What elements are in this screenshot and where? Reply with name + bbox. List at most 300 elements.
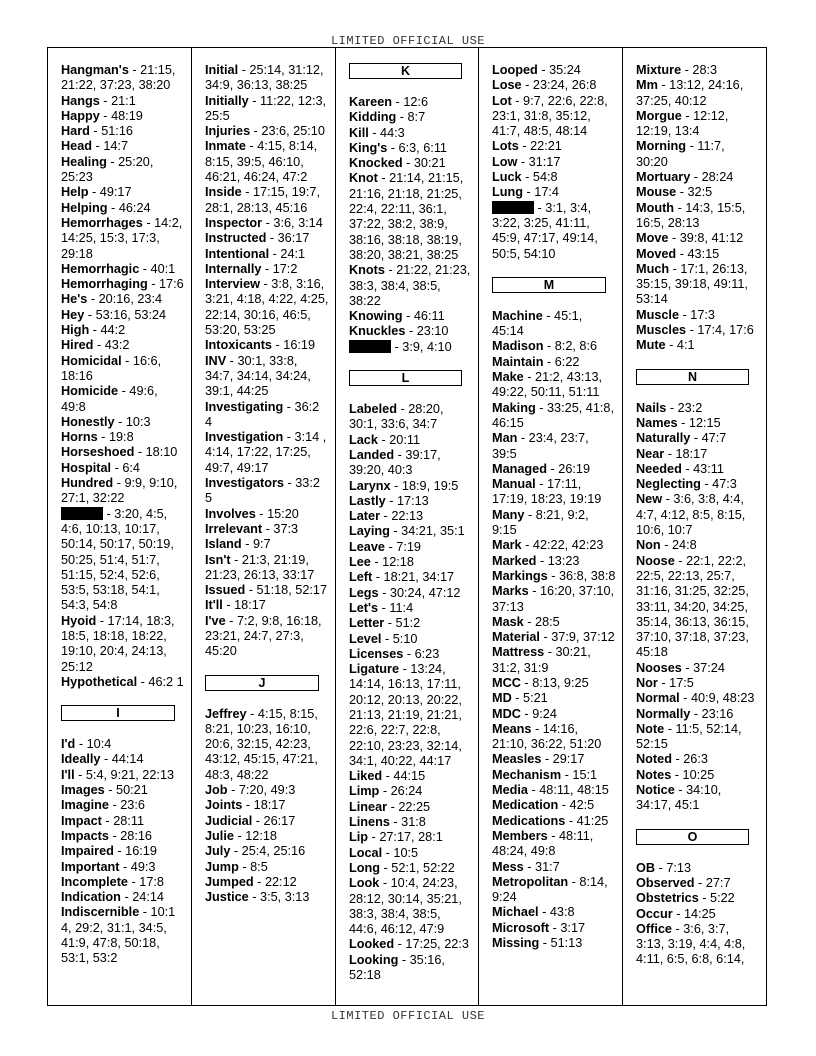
index-entry [205, 277, 329, 338]
index-term: Kidding [349, 110, 397, 125]
index-entry [636, 201, 759, 232]
term-separator: - [671, 752, 684, 767]
classification-banner-bottom: LIMITED OFFICIAL USE [330, 1009, 486, 1023]
index-entry [349, 156, 472, 171]
index-entry [61, 155, 185, 186]
index-term: Indiscernible [61, 905, 140, 920]
page-line-references: 3:1, 3:4, 3:22, 3:25, 41:11, 45:9, 47:17, 49:14, 50:5, 54:10 [492, 200, 598, 261]
term-separator: - [671, 767, 683, 782]
index-term: Knots [349, 263, 385, 278]
index-entry [61, 890, 185, 905]
page-line-references: 4:15, 8:15, 8:21, 10:23, 16:10, 20:6, 32:15, 42:23, 43:12, 45:15, 47:21, 48:3, 48:22 [205, 706, 318, 782]
page-line-references: 51:18, 52:17 [256, 583, 328, 598]
index-term: Media [492, 783, 528, 798]
page-line-references: 47:3 [712, 477, 737, 492]
page-line-references: 45:1, 45:14 [492, 308, 583, 339]
index-term: Low [492, 154, 518, 169]
index-entry [205, 598, 329, 613]
index-entry [636, 492, 759, 538]
page-line-references: 9:7, 22:6, 22:8, 23:1, 31:8, 35:12, 41:7, 48:5, 48:14 [492, 93, 608, 139]
index-term: Mm [636, 78, 658, 93]
term-separator: - [517, 154, 529, 169]
index-term: Hangman's [61, 63, 129, 77]
index-entry [492, 707, 616, 722]
index-term: Noose [636, 553, 675, 568]
page-line-references: 11:7, 30:20 [636, 139, 725, 169]
index-term: Hemorrhagic [61, 261, 140, 276]
index-term: Local [349, 845, 383, 860]
term-separator: - [665, 338, 677, 353]
page-line-references: 14:7 [103, 139, 129, 154]
index-term: Instructed [205, 231, 267, 246]
term-separator: - [283, 430, 295, 445]
term-separator: - [225, 613, 237, 628]
index-term: Mess [492, 859, 524, 874]
term-separator: - [97, 430, 109, 445]
index-entry [492, 768, 616, 783]
term-separator: - [382, 769, 394, 784]
index-term: Mouth [636, 200, 675, 215]
term-separator: - [113, 844, 126, 859]
index-term: Leave [349, 539, 385, 554]
index-term: Manual [492, 477, 536, 492]
term-separator: - [96, 613, 108, 628]
term-separator: - [394, 447, 406, 462]
page-line-references: 51:13 [550, 936, 583, 951]
page-line-references: 4:1 [676, 338, 695, 353]
page-line-references: 43:15 [687, 246, 720, 261]
page-line-references: 17:4, 17:6 [697, 323, 754, 338]
index-term: Help [61, 185, 89, 200]
term-separator: - [690, 170, 702, 185]
page-line-references: 31:17 [528, 154, 561, 169]
term-separator: - [139, 261, 151, 276]
page-line-references: 17:25, 22:3 [405, 937, 469, 952]
index-entry [61, 63, 185, 94]
index-entry [349, 662, 472, 769]
page-line-references: 37:3 [273, 521, 299, 536]
index-entry [61, 277, 185, 292]
page-line-references: 8:13, 9:25 [532, 675, 589, 690]
index-entry [636, 338, 759, 353]
page-line-references: 17:2 [272, 261, 298, 276]
index-entry [349, 647, 472, 662]
index-entry [205, 231, 329, 246]
term-separator: - [262, 215, 274, 230]
index-entry [349, 861, 472, 876]
index-term: Mattress [492, 645, 545, 660]
index-entry [205, 814, 329, 829]
page-line-references: 34:10, 34:17, 45:1 [636, 783, 722, 813]
page-line-references: 26:24 [390, 784, 423, 799]
term-separator: - [107, 200, 119, 215]
term-separator: - [248, 890, 261, 905]
term-separator: - [260, 277, 272, 292]
index-term: Injuries [205, 124, 251, 139]
index-term: Inside [205, 185, 242, 200]
term-separator: - [101, 813, 114, 828]
index-term: Nor [636, 675, 658, 690]
index-term: Normally [636, 706, 691, 721]
page-line-references: 28:24 [701, 170, 734, 185]
index-term: Marked [492, 553, 537, 568]
index-entry [492, 798, 616, 813]
page-line-references: 48:19 [111, 108, 143, 123]
page-line-references: 23:16 [701, 706, 734, 721]
index-entry [61, 814, 185, 829]
index-entry [492, 370, 616, 401]
index-term: Needed [636, 461, 682, 476]
term-separator: - [113, 476, 125, 491]
term-separator: - [89, 323, 101, 338]
index-entry [61, 292, 185, 307]
index-entry [492, 936, 616, 951]
term-separator: - [114, 414, 126, 429]
term-separator: - [677, 415, 689, 430]
term-separator: - [664, 446, 676, 461]
page-line-references: 51:2 [395, 616, 421, 631]
term-separator: - [246, 706, 258, 721]
page-line-references: 37:24 [693, 660, 725, 675]
index-entry [61, 507, 185, 614]
term-separator: - [520, 706, 533, 721]
term-separator: - [379, 784, 391, 799]
page-line-references: 17:4 [534, 185, 559, 200]
term-separator: - [230, 552, 242, 567]
term-separator: - [662, 492, 674, 507]
index-entry [492, 875, 616, 906]
term-separator: - [380, 860, 392, 875]
page-line-references: 23:6, 25:10 [261, 124, 325, 139]
index-entry [205, 476, 329, 507]
index-term: Much [636, 261, 670, 276]
term-separator: - [238, 859, 251, 874]
index-term: Initial [205, 63, 239, 77]
term-separator: - [118, 384, 130, 399]
index-term: Happy [61, 108, 100, 123]
index-term: Many [492, 507, 525, 522]
page-line-references: 20:11 [389, 432, 421, 447]
index-term: He's [61, 292, 88, 307]
term-separator: - [668, 231, 680, 246]
index-term: Measles [492, 752, 542, 767]
index-term: Long [349, 860, 381, 875]
index-entry [492, 676, 616, 691]
index-term: Impaired [61, 844, 114, 859]
index-entry [205, 553, 329, 584]
index-term: Naturally [636, 431, 691, 446]
index-entry [205, 94, 329, 125]
index-term: Involves [205, 506, 256, 521]
index-entry [492, 185, 616, 200]
term-separator: - [536, 553, 548, 568]
index-entry [492, 63, 616, 78]
page-line-references: 17:15, 19:7, 28:1, 28:13, 45:16 [205, 185, 320, 215]
page-line-references: 9:7 [252, 537, 271, 552]
index-entry [492, 170, 616, 185]
page-line-references: 3:6, 3:14 [273, 215, 323, 230]
page-line-references: 26:19 [558, 461, 591, 476]
index-term: Hyoid [61, 613, 97, 628]
page-line-references: 10:25 [682, 767, 715, 782]
term-separator: - [403, 646, 415, 661]
term-separator: - [253, 874, 265, 889]
index-entry [636, 416, 759, 431]
term-separator: - [381, 631, 393, 646]
term-separator: - [679, 691, 691, 706]
index-term: Head [61, 139, 93, 154]
term-separator: - [230, 844, 242, 859]
index-entry [492, 94, 616, 140]
index-term: Impacts [61, 828, 109, 843]
index-term: Let's [349, 600, 379, 615]
term-separator: - [391, 339, 403, 354]
page-line-references: 17:6 [159, 277, 184, 292]
page-line-references: 33:2 5 [205, 476, 320, 506]
index-column-5 [623, 48, 765, 1005]
index-entry [492, 615, 616, 630]
page-line-references: 49:6, 49:8 [61, 384, 158, 414]
index-term: Julie [205, 828, 234, 843]
index-term: Metropolitan [492, 874, 569, 889]
index-entry [61, 216, 185, 262]
index-term: Honestly [61, 414, 115, 429]
index-term: It'll [205, 598, 223, 613]
term-separator: - [139, 905, 151, 920]
term-separator: - [542, 308, 555, 323]
page-line-references: 10:4 [86, 737, 112, 752]
term-separator: - [521, 538, 533, 553]
term-separator: - [561, 767, 573, 782]
index-entry [636, 768, 759, 783]
index-entry [349, 632, 472, 647]
term-separator: - [245, 583, 257, 598]
index-term: Man [492, 431, 518, 446]
index-column-4 [479, 48, 623, 1005]
index-term: Mechanism [492, 767, 562, 782]
index-term: Lastly [349, 493, 386, 508]
term-separator: - [671, 921, 684, 936]
index-entry [349, 953, 472, 984]
page-line-references: 11:5, 52:14, 52:15 [636, 721, 742, 752]
term-separator: - [283, 399, 295, 414]
index-term: Mask [492, 614, 524, 629]
page-line-references: 48:11, 48:15 [539, 783, 609, 798]
index-entry [61, 445, 185, 460]
page-line-references: 14:25 [683, 906, 716, 921]
index-entry [636, 691, 759, 706]
term-separator: - [674, 553, 687, 568]
index-term: Hangs [61, 93, 100, 108]
index-entry [61, 875, 185, 890]
index-entry [349, 141, 472, 156]
index-entry [205, 798, 329, 813]
index-term: I've [205, 613, 226, 628]
page-line-references: 21:14, 21:15, 21:16, 21:18, 21:25, 22:4, 22:11, 36:1, 37:22, 38:2, 38:9, 38:16, 38:18, 38:19, 38:20, 38:21, 38:25 [349, 171, 464, 262]
term-separator: - [523, 614, 536, 629]
index-entry [349, 95, 472, 110]
page-line-references: 23:6 [120, 798, 145, 813]
term-separator: - [520, 675, 533, 690]
index-term: Issued [205, 583, 246, 598]
page-line-references: 52:1, 52:22 [391, 860, 455, 875]
term-separator: - [681, 108, 694, 123]
page-line-references: 9:24 [532, 706, 557, 721]
term-separator: - [565, 813, 577, 828]
term-separator: - [382, 845, 394, 860]
index-term: Later [349, 509, 381, 524]
index-term: Imagine [61, 798, 109, 813]
term-separator: - [372, 570, 384, 585]
page-line-references: 21:15, 21:22, 37:23, 38:20 [61, 63, 176, 93]
term-separator: - [380, 509, 392, 524]
term-separator: - [521, 170, 533, 185]
page-line-references: 31:8 [401, 815, 426, 830]
index-term: Mixture [636, 63, 682, 77]
index-term: Medications [492, 813, 566, 828]
page-line-references: 23:10 [416, 324, 449, 339]
index-entry [349, 555, 472, 570]
index-term: Linens [349, 815, 390, 830]
page-line-references: 21:3, 21:19, 21:23, 26:13, 33:17 [205, 552, 315, 582]
index-entry [636, 401, 759, 416]
index-entry [636, 752, 759, 767]
term-separator: - [686, 323, 698, 338]
term-separator: - [100, 752, 112, 767]
section-letter-header: J [205, 675, 319, 691]
term-separator: - [402, 156, 414, 171]
index-term: Jump [205, 859, 239, 874]
index-term: Means [492, 721, 532, 736]
index-term: Non [636, 538, 661, 553]
term-separator: - [368, 830, 380, 845]
page-line-references: 46:24 [118, 200, 151, 215]
page-line-references: 42:5 [569, 798, 595, 813]
index-entry [492, 860, 616, 875]
index-term: Labeled [349, 402, 397, 417]
page-line-references: 28:5 [535, 614, 560, 629]
index-term: Hemorrhaging [61, 277, 148, 292]
page-line-references: 7:19 [396, 539, 421, 554]
index-entry [61, 139, 185, 154]
index-entry [636, 323, 759, 338]
index-entry [492, 722, 616, 753]
index-entry [492, 538, 616, 553]
index-entry [61, 262, 185, 277]
index-term: Judicial [205, 813, 253, 828]
term-separator: - [535, 477, 547, 492]
page-line-references: 17:8 [139, 874, 164, 889]
index-entry [492, 584, 616, 615]
term-separator: - [681, 660, 694, 675]
term-separator: - [390, 478, 402, 493]
page-line-references: 23:4, 23:7, 39:5 [492, 431, 589, 461]
term-separator: - [698, 891, 711, 906]
index-term: Lack [349, 432, 378, 447]
term-separator: - [676, 185, 688, 200]
index-term: Lots [492, 139, 519, 154]
index-term: Ligature [349, 662, 400, 677]
page-line-references: 17:1, 26:13, 35:15, 39:18, 49:11, 53:14 [636, 261, 748, 307]
page-line-references: 10:4, 24:23, 28:12, 30:14, 35:21, 38:3, 38:4, 38:5, 44:6, 46:12, 47:9 [349, 876, 462, 937]
page-line-references: 18:17 [253, 798, 286, 813]
term-separator: - [511, 691, 524, 706]
index-term: Mute [636, 338, 666, 353]
term-separator: - [681, 63, 693, 77]
index-term: Notes [636, 767, 672, 782]
index-entry [61, 461, 185, 476]
term-separator: - [255, 506, 268, 521]
term-separator: - [674, 200, 686, 215]
page-line-references: 27:17, 28:1 [379, 830, 443, 845]
index-entry [492, 309, 616, 340]
page-line-references: 40:9, 48:23 [691, 691, 755, 706]
index-term: Joints [205, 798, 243, 813]
index-term: Look [349, 876, 380, 891]
index-entry [349, 448, 472, 479]
page-line-references: 13:24, 14:14, 16:13, 17:11, 20:12, 20:13, 20:22, 21:13, 21:19, 21:21, 22:6, 22:7, 22:8, 22:10, 23:23, 32:14, 34:1, 40:22, 44:17 [349, 662, 462, 768]
page-line-references: 13:12, 24:16, 37:25, 40:12 [636, 78, 744, 108]
index-entry [636, 231, 759, 246]
page-line-references: 25:20, 25:23 [61, 154, 154, 185]
term-separator: - [535, 400, 547, 415]
term-separator: - [242, 798, 254, 813]
term-separator: - [521, 78, 533, 93]
index-entry [349, 876, 472, 937]
index-entry [61, 201, 185, 216]
index-term: Justice [205, 890, 249, 905]
index-term: Markings [492, 568, 548, 583]
index-entry [636, 922, 759, 968]
term-separator: - [111, 460, 123, 475]
index-entry [349, 324, 472, 339]
index-term: Names [636, 415, 678, 430]
redaction-block [349, 340, 391, 353]
page-line-references: 53:16, 53:24 [95, 307, 167, 322]
index-entry [492, 630, 616, 645]
redaction-block [61, 507, 103, 520]
index-term: Hey [61, 307, 85, 322]
index-term: Making [492, 400, 536, 415]
page-line-references: 44:2 [100, 323, 126, 338]
index-entry [636, 247, 759, 262]
index-entry [205, 216, 329, 231]
term-separator: - [543, 339, 555, 354]
index-entry [636, 554, 759, 661]
page-line-references: 12:6 [403, 95, 429, 109]
term-separator: - [233, 828, 246, 843]
index-entry [636, 538, 759, 553]
index-term: Inspector [205, 215, 263, 230]
page-line-references: 8:21, 9:2, 9:15 [492, 507, 589, 538]
page-line-references: 48:11, 48:24, 49:8 [492, 828, 594, 859]
term-separator: - [84, 307, 96, 322]
index-term: Occur [636, 906, 673, 921]
index-entry [61, 185, 185, 200]
page-line-references: 28:16 [120, 828, 152, 843]
term-separator: - [385, 493, 397, 508]
section-letter-header: L [349, 370, 462, 386]
index-entry [636, 676, 759, 691]
index-term: MDC [492, 706, 521, 721]
index-entry [492, 477, 616, 508]
index-term: Hospital [61, 460, 112, 475]
index-term: Licenses [349, 646, 404, 661]
term-separator: - [700, 477, 713, 492]
index-entry [349, 479, 472, 494]
section-letter-header: N [636, 369, 749, 385]
index-term: High [61, 323, 90, 338]
